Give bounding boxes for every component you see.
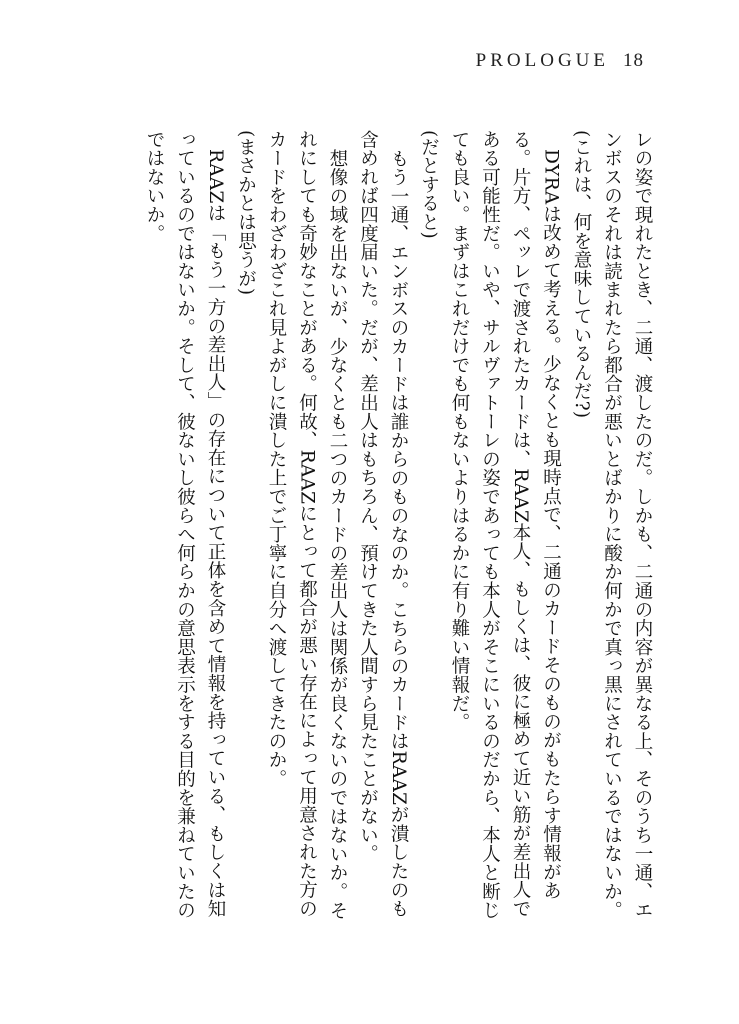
paragraph: DYRAは改めて考える。少なくとも現時点で、二通のカードそのものがもたらす情報がある。片方、ペッレで渡されたカードは、RAAZ本人、もしくは、彼に極めて近い筋が差出人である可能性だ。いや、サルヴァトーレの姿であっても本人がそこにいるのだから、本人と断じても良い。まずはこれだけでも何もないよりはるかに有り難い情報だ。 <box>449 130 562 920</box>
paragraph: レの姿で現れたとき、二通、渡したのだ。しかも、二通の内容が異なる上、そのうち一通、エンボスのそれは読まれたら都合が悪いとばかりに酸か何かで真っ黒にされているではないか。 <box>601 130 653 920</box>
paragraph: RAAZは「もう一方の差出人」の存在について正体を含めて情報を持っている、もしくは知っているのではないか。そして、彼ないし彼らへ何らかの意思表示をする目的を兼ねていたのではないか。 <box>144 130 226 920</box>
paragraph: もう一通、エンボスのカードは誰からのものなのか。こちらのカードはRAAZが潰したのも含めれば四度届いた。だが、差出人はもちろん、預けてきた人間すら見たことがない。 <box>357 130 409 918</box>
chapter-title: PROLOGUE <box>475 50 609 71</box>
paragraph: (まさかとは思うが) <box>235 130 257 296</box>
page-number: 18 <box>623 50 644 71</box>
paragraph: (これは、何を意味しているんだ?) <box>571 130 592 419</box>
vertical-body-text <box>97 130 657 920</box>
running-header <box>476 50 644 72</box>
paragraph: 想像の域を出ないが、少なくとも二つのカードの差出人は関係が良くないのではないか。それにしても奇妙なことがある。何故、RAAZにとって都合が悪い存在によって用意された方のカードをわざわざこれ見よがしに潰した上でご丁寧に自分へ渡してきたのか。 <box>266 130 348 920</box>
paragraph: (だとすると) <box>418 130 440 240</box>
